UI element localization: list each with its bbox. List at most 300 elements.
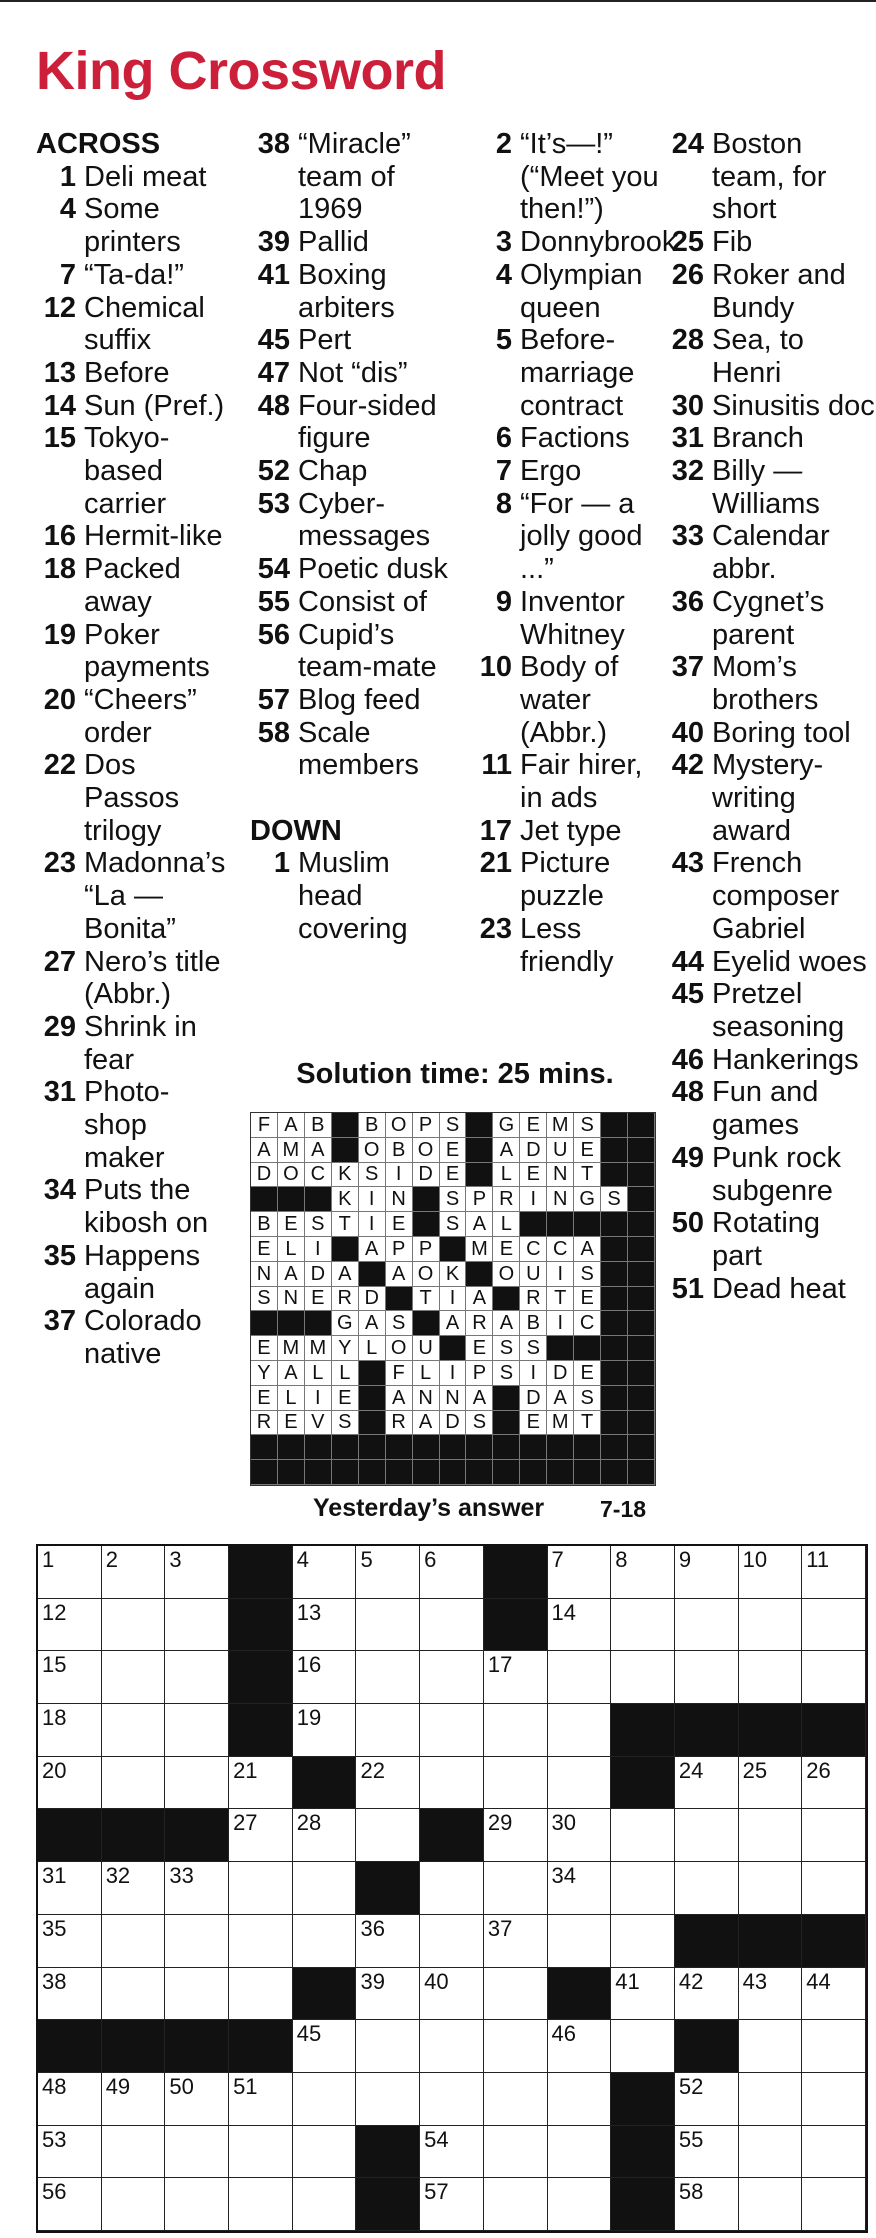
grid-cell[interactable] <box>38 1757 102 1810</box>
grid-cell[interactable] <box>420 2073 484 2126</box>
answer-block <box>628 1386 655 1411</box>
grid-cell[interactable] <box>229 1757 293 1810</box>
grid-cell[interactable] <box>229 1809 293 1862</box>
answer-cell: N <box>440 1386 467 1411</box>
clue-column-2 <box>250 128 455 946</box>
grid-cell[interactable] <box>548 1704 612 1757</box>
answer-block <box>601 1138 628 1163</box>
grid-cell[interactable] <box>38 1915 102 1968</box>
grid-cell[interactable] <box>356 1704 420 1757</box>
clue-text: Body of water (Abbr.) <box>520 651 619 749</box>
grid-cell[interactable] <box>165 1651 229 1704</box>
clue-text: Sun (Pref.) <box>84 389 225 422</box>
grid-cell[interactable] <box>356 1546 420 1599</box>
grid-cell[interactable] <box>293 2178 357 2231</box>
grid-cell[interactable] <box>548 1651 612 1704</box>
grid-cell[interactable] <box>165 1546 229 1599</box>
grid-cell[interactable] <box>229 2178 293 2231</box>
grid-block <box>293 1968 357 2021</box>
answer-cell: R <box>493 1187 520 1212</box>
grid-block <box>229 1704 293 1757</box>
grid-cell[interactable] <box>229 1915 293 1968</box>
down-clue <box>472 455 672 488</box>
clue-text: Mom’s brothers <box>712 651 819 716</box>
grid-cell[interactable] <box>548 2073 612 2126</box>
down-clue <box>472 128 672 226</box>
grid-cell[interactable] <box>165 1915 229 1968</box>
grid-cell[interactable] <box>675 1757 739 1810</box>
answer-cell: R <box>520 1287 547 1312</box>
grid-cell[interactable] <box>548 2126 612 2179</box>
answer-cell: S <box>493 1336 520 1361</box>
clue-number: 50 <box>671 1207 704 1240</box>
grid-block <box>102 1809 166 1862</box>
answer-block <box>413 1435 440 1460</box>
grid-cell[interactable] <box>548 2178 612 2231</box>
answer-cell: E <box>440 1163 467 1188</box>
answer-block <box>520 1212 547 1237</box>
grid-cell[interactable] <box>102 1546 166 1599</box>
across-clue <box>250 586 455 619</box>
across-header: ACROSS <box>36 128 161 160</box>
grid-cell[interactable] <box>611 1546 675 1599</box>
grid-cell[interactable] <box>293 1599 357 1652</box>
clue-number: 42 <box>671 749 704 782</box>
grid-cell[interactable] <box>675 2126 739 2179</box>
clue-number: 34 <box>43 1174 76 1207</box>
grid-cell[interactable] <box>38 1599 102 1652</box>
cell-number: 58 <box>678 2179 704 2205</box>
across-clue <box>36 1174 231 1239</box>
clue-text: Poker payments <box>84 618 210 684</box>
grid-cell[interactable] <box>102 2178 166 2231</box>
grid-cell[interactable] <box>484 2073 548 2126</box>
grid-cell[interactable] <box>802 2126 866 2179</box>
grid-cell[interactable] <box>484 1651 548 1704</box>
clue-number: 20 <box>43 683 76 716</box>
clue-text: Fun and games <box>712 1076 819 1142</box>
answer-cell: S <box>440 1113 467 1138</box>
grid-cell[interactable] <box>802 1599 866 1652</box>
grid-cell[interactable] <box>420 1757 484 1810</box>
answer-cell: R <box>386 1411 413 1436</box>
grid-cell[interactable] <box>420 2126 484 2179</box>
down-clue <box>664 946 876 979</box>
grid-cell[interactable] <box>611 1968 675 2021</box>
grid-cell[interactable] <box>802 1651 866 1704</box>
answer-block <box>601 1411 628 1436</box>
answer-block <box>440 1237 467 1262</box>
answer-cell: L <box>493 1163 520 1188</box>
answer-cell: M <box>547 1411 574 1436</box>
answer-cell: A <box>278 1113 305 1138</box>
clue-number: 1 <box>59 160 76 193</box>
grid-cell[interactable] <box>611 1862 675 1915</box>
answer-cell: A <box>493 1311 520 1336</box>
grid-cell[interactable] <box>420 1599 484 1652</box>
clue-number: 48 <box>257 389 290 422</box>
grid-cell[interactable] <box>548 1599 612 1652</box>
grid-cell[interactable] <box>739 1757 803 1810</box>
grid-cell[interactable] <box>420 1915 484 1968</box>
grid-cell[interactable] <box>102 1862 166 1915</box>
answer-cell: S <box>440 1212 467 1237</box>
answer-cell: S <box>251 1287 278 1312</box>
clue-text: Consist of <box>298 585 427 618</box>
cell-number: 35 <box>42 1915 67 1941</box>
grid-cell[interactable] <box>739 1809 803 1862</box>
clue-number: 31 <box>43 1076 76 1109</box>
grid-cell[interactable] <box>38 2126 102 2179</box>
clue-number: 49 <box>671 1141 704 1174</box>
grid-cell[interactable] <box>356 2020 420 2073</box>
across-clue <box>250 357 455 390</box>
clue-number: 52 <box>257 455 290 488</box>
grid-cell[interactable] <box>420 2178 484 2231</box>
answer-cell: D <box>413 1163 440 1188</box>
grid-cell[interactable] <box>38 1862 102 1915</box>
down-clue <box>472 913 672 978</box>
answer-block <box>547 1336 574 1361</box>
grid-cell[interactable] <box>484 1968 548 2021</box>
cell-number: 5 <box>360 1547 373 1572</box>
clue-number: 3 <box>495 226 512 259</box>
grid-cell[interactable] <box>611 1599 675 1652</box>
cell-number: 27 <box>233 1810 258 1836</box>
grid-cell[interactable] <box>293 2073 357 2126</box>
grid-cell[interactable] <box>739 2126 803 2179</box>
grid-cell[interactable] <box>293 2126 357 2179</box>
grid-cell[interactable] <box>293 2020 357 2073</box>
grid-cell[interactable] <box>165 1862 229 1915</box>
clue-number: 37 <box>43 1305 76 1338</box>
grid-cell[interactable] <box>675 1599 739 1652</box>
cell-number: 6 <box>424 1547 437 1572</box>
answer-block <box>278 1460 305 1485</box>
answer-block <box>628 1262 655 1287</box>
grid-cell[interactable] <box>484 1915 548 1968</box>
grid-cell[interactable] <box>739 1862 803 1915</box>
answer-cell: B <box>386 1138 413 1163</box>
answer-cell: B <box>520 1311 547 1336</box>
grid-cell[interactable] <box>229 1968 293 2021</box>
down-clue <box>472 651 672 749</box>
answer-cell: O <box>359 1138 386 1163</box>
grid-cell[interactable] <box>420 2020 484 2073</box>
clue-number: 7 <box>59 258 76 291</box>
grid-cell[interactable] <box>165 1599 229 1652</box>
grid-cell[interactable] <box>548 1809 612 1862</box>
answer-block <box>601 1113 628 1138</box>
clue-number: 41 <box>257 258 290 291</box>
clue-number: 4 <box>495 258 512 291</box>
grid-cell[interactable] <box>739 2178 803 2231</box>
grid-cell[interactable] <box>548 1862 612 1915</box>
grid-cell[interactable] <box>802 1968 866 2021</box>
grid-cell[interactable] <box>356 1968 420 2021</box>
grid-cell[interactable] <box>420 1546 484 1599</box>
clue-text: Rotating part <box>712 1207 821 1272</box>
grid-cell[interactable] <box>675 1546 739 1599</box>
grid-block <box>229 1599 293 1652</box>
cell-number: 8 <box>615 1547 628 1572</box>
down-clue <box>664 128 876 226</box>
grid-cell[interactable] <box>356 1915 420 1968</box>
clue-text: Jet type <box>520 814 622 847</box>
grid-cell[interactable] <box>484 2020 548 2073</box>
grid-cell[interactable] <box>548 2020 612 2073</box>
grid-cell[interactable] <box>102 2126 166 2179</box>
grid-cell[interactable] <box>675 2073 739 2126</box>
clue-number: 6 <box>495 422 512 455</box>
clue-text: Fib <box>712 226 753 259</box>
yesterday-answer-grid <box>250 1112 656 1486</box>
grid-cell[interactable] <box>611 1809 675 1862</box>
grid-cell[interactable] <box>484 1704 548 1757</box>
clue-text: Boston team, for short <box>712 128 827 226</box>
grid-cell[interactable] <box>420 1862 484 1915</box>
clue-number: 44 <box>671 945 704 978</box>
grid-cell[interactable] <box>484 1809 548 1862</box>
grid-cell[interactable] <box>420 1651 484 1704</box>
grid-block <box>293 1757 357 1810</box>
grid-cell[interactable] <box>802 2178 866 2231</box>
clue-text: Less friendly <box>520 912 614 978</box>
grid-cell[interactable] <box>675 1968 739 2021</box>
grid-cell[interactable] <box>38 2073 102 2126</box>
answer-block <box>493 1411 520 1436</box>
grid-cell[interactable] <box>165 2126 229 2179</box>
grid-cell[interactable] <box>611 2020 675 2073</box>
answer-cell: E <box>278 1212 305 1237</box>
grid-cell[interactable] <box>165 1968 229 2021</box>
down-clue <box>664 422 876 455</box>
answer-block <box>628 1435 655 1460</box>
answer-block <box>493 1460 520 1485</box>
clue-text: Deli meat <box>84 160 207 193</box>
grid-cell[interactable] <box>293 1915 357 1968</box>
clue-text: Inventor Whitney <box>520 585 625 651</box>
grid-block <box>229 2020 293 2073</box>
clue-number: 9 <box>495 585 512 618</box>
answer-cell: E <box>466 1336 493 1361</box>
grid-cell[interactable] <box>802 1546 866 1599</box>
clue-text: Puts the kibosh on <box>84 1174 209 1240</box>
cell-number: 29 <box>487 1810 513 1836</box>
grid-cell[interactable] <box>611 1651 675 1704</box>
clue-text: Mystery-writing award <box>712 749 824 847</box>
answer-block <box>413 1187 440 1212</box>
down-clue <box>472 422 672 455</box>
answer-cell: A <box>466 1386 493 1411</box>
grid-cell[interactable] <box>356 1651 420 1704</box>
answer-block <box>359 1460 386 1485</box>
grid-cell[interactable] <box>739 1968 803 2021</box>
answer-block <box>359 1262 386 1287</box>
yesterday-answer-date: 7-18 <box>600 1496 647 1522</box>
answer-block <box>305 1311 332 1336</box>
grid-cell[interactable] <box>102 1599 166 1652</box>
grid-cell[interactable] <box>739 1546 803 1599</box>
answer-cell: S <box>520 1336 547 1361</box>
answer-block <box>601 1386 628 1411</box>
answer-block <box>359 1361 386 1386</box>
cell-number: 3 <box>169 1547 182 1572</box>
grid-cell[interactable] <box>229 2073 293 2126</box>
answer-cell: U <box>413 1336 440 1361</box>
grid-cell[interactable] <box>293 1651 357 1704</box>
clue-number: 29 <box>43 1010 76 1043</box>
grid-cell[interactable] <box>420 1704 484 1757</box>
clue-number: 5 <box>495 324 512 357</box>
grid-cell[interactable] <box>739 1651 803 1704</box>
grid-cell[interactable] <box>356 1809 420 1862</box>
grid-cell[interactable] <box>675 2178 739 2231</box>
clue-text: Sinusitis doc <box>712 389 875 422</box>
grid-cell[interactable] <box>102 2073 166 2126</box>
answer-block <box>601 1262 628 1287</box>
answer-block <box>359 1435 386 1460</box>
answer-block <box>332 1113 359 1138</box>
answer-cell: I <box>520 1361 547 1386</box>
grid-cell[interactable] <box>548 1757 612 1810</box>
grid-cell[interactable] <box>739 2020 803 2073</box>
answer-block <box>547 1212 574 1237</box>
across-clue <box>250 390 455 455</box>
answer-cell: F <box>386 1361 413 1386</box>
grid-cell[interactable] <box>38 1704 102 1757</box>
grid-cell[interactable] <box>484 2178 548 2231</box>
clue-text: Punk rock subgenre <box>712 1141 841 1207</box>
grid-cell[interactable] <box>165 1757 229 1810</box>
clue-text: Billy — Williams <box>712 455 820 520</box>
down-clue <box>472 749 672 814</box>
grid-block <box>739 1915 803 1968</box>
down-clue <box>664 520 876 585</box>
grid-block <box>356 2126 420 2179</box>
grid-cell[interactable] <box>802 2020 866 2073</box>
down-clue <box>664 1207 876 1272</box>
grid-cell[interactable] <box>739 2073 803 2126</box>
grid-cell[interactable] <box>293 1546 357 1599</box>
grid-cell[interactable] <box>484 2126 548 2179</box>
grid-cell[interactable] <box>102 1968 166 2021</box>
clue-text: French composer Gabriel <box>712 847 840 945</box>
grid-cell[interactable] <box>293 1704 357 1757</box>
grid-cell[interactable] <box>293 1862 357 1915</box>
grid-cell[interactable] <box>38 1968 102 2021</box>
clue-number: 48 <box>671 1076 704 1109</box>
grid-cell[interactable] <box>675 1651 739 1704</box>
clue-text: Cyber-messages <box>298 487 431 553</box>
grid-block <box>611 2178 675 2231</box>
answer-cell: T <box>574 1163 601 1188</box>
cell-number: 25 <box>742 1757 768 1783</box>
grid-cell[interactable] <box>675 1862 739 1915</box>
grid-cell[interactable] <box>802 1809 866 1862</box>
grid-cell[interactable] <box>38 1651 102 1704</box>
grid-cell[interactable] <box>165 2073 229 2126</box>
clue-text: Eyelid woes <box>712 945 867 978</box>
answer-block <box>601 1163 628 1188</box>
grid-cell[interactable] <box>484 1862 548 1915</box>
grid-cell[interactable] <box>739 1599 803 1652</box>
cell-number: 55 <box>678 2126 704 2152</box>
answer-block <box>332 1237 359 1262</box>
down-clue <box>472 847 672 912</box>
grid-cell[interactable] <box>102 1915 166 1968</box>
clue-text: Nero’s title (Abbr.) <box>84 945 221 1011</box>
grid-cell[interactable] <box>548 1546 612 1599</box>
answer-cell: O <box>278 1163 305 1188</box>
grid-cell[interactable] <box>548 1915 612 1968</box>
clue-number: 46 <box>671 1043 704 1076</box>
down-clue <box>664 717 876 750</box>
answer-block <box>601 1212 628 1237</box>
grid-cell[interactable] <box>38 1546 102 1599</box>
answer-cell: C <box>574 1311 601 1336</box>
answer-cell: G <box>332 1311 359 1336</box>
grid-cell[interactable] <box>420 1968 484 2021</box>
grid-cell[interactable] <box>102 1757 166 1810</box>
grid-cell[interactable] <box>38 2178 102 2231</box>
grid-cell[interactable] <box>484 1757 548 1810</box>
grid-cell[interactable] <box>165 2178 229 2231</box>
grid-cell[interactable] <box>802 1757 866 1810</box>
grid-cell[interactable] <box>356 1599 420 1652</box>
clue-number: 16 <box>43 520 76 553</box>
grid-cell[interactable] <box>229 1862 293 1915</box>
cell-number: 53 <box>42 2126 67 2152</box>
clue-number: 45 <box>257 324 290 357</box>
grid-cell[interactable] <box>611 1915 675 1968</box>
cell-number: 43 <box>742 1968 768 1994</box>
grid-cell[interactable] <box>802 1862 866 1915</box>
answer-block <box>466 1435 493 1460</box>
across-clue <box>36 946 231 1011</box>
answer-cell: P <box>386 1237 413 1262</box>
answer-cell: D <box>251 1163 278 1188</box>
clue-number: 15 <box>43 422 76 455</box>
grid-block <box>611 1704 675 1757</box>
answer-cell: T <box>332 1212 359 1237</box>
answer-block <box>601 1435 628 1460</box>
grid-cell[interactable] <box>293 1809 357 1862</box>
clue-text: Photo-shop maker <box>84 1076 170 1174</box>
across-clue <box>250 488 455 553</box>
grid-cell[interactable] <box>102 1704 166 1757</box>
cell-number: 52 <box>678 2073 704 2099</box>
answer-cell: R <box>251 1411 278 1436</box>
clue-text: Hankerings <box>712 1043 859 1076</box>
grid-cell[interactable] <box>165 1704 229 1757</box>
answer-block <box>574 1435 601 1460</box>
grid-cell[interactable] <box>802 2073 866 2126</box>
grid-cell[interactable] <box>675 1809 739 1862</box>
grid-cell[interactable] <box>229 2126 293 2179</box>
grid-cell[interactable] <box>356 1757 420 1810</box>
answer-cell: A <box>278 1361 305 1386</box>
grid-cell[interactable] <box>356 2073 420 2126</box>
answer-block <box>413 1311 440 1336</box>
down-clue <box>664 1044 876 1077</box>
grid-block <box>229 1546 293 1599</box>
answer-block <box>251 1460 278 1485</box>
across-clue <box>250 553 455 586</box>
grid-cell[interactable] <box>102 1651 166 1704</box>
down-clue <box>664 651 876 716</box>
answer-cell: S <box>440 1187 467 1212</box>
